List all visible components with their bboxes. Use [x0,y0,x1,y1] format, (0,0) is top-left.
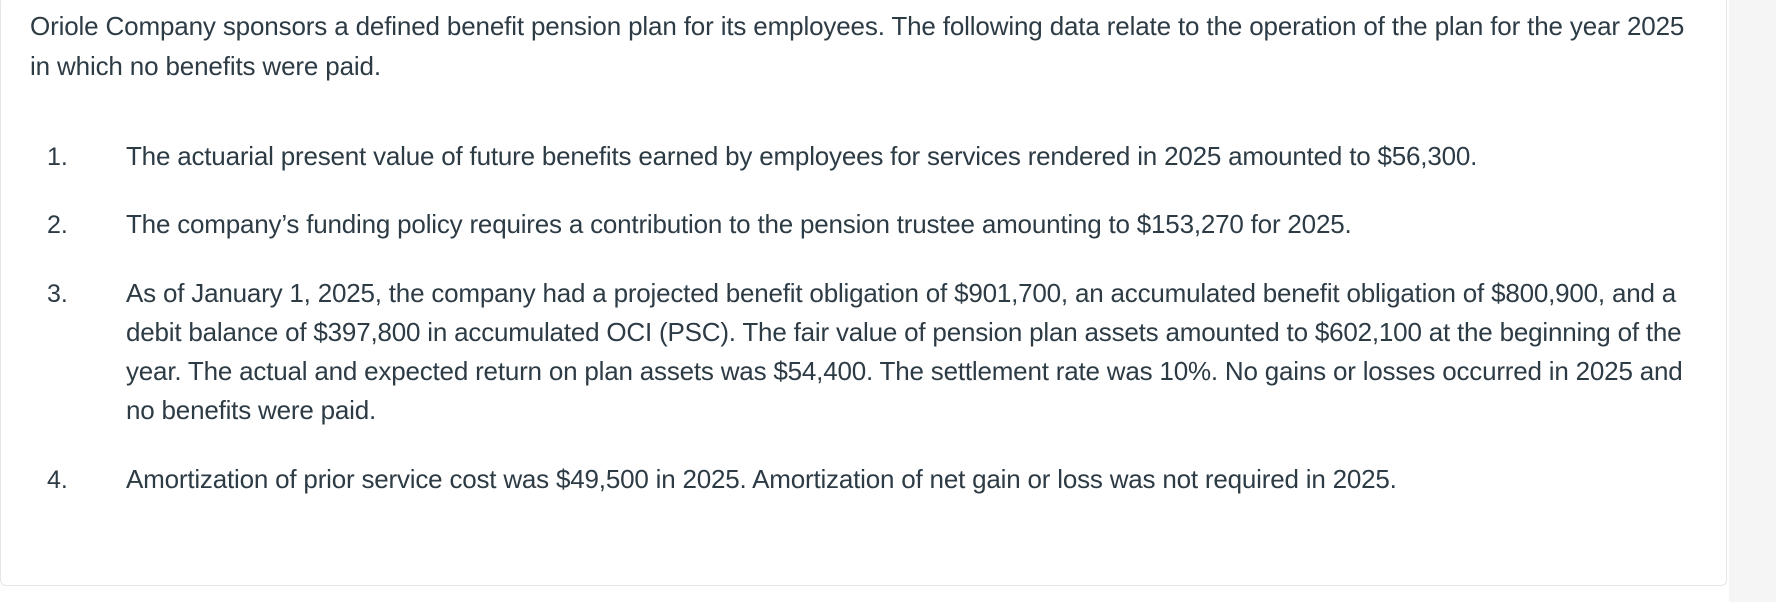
list-item-number: 3. [47,280,68,308]
list-item-text: The actuarial present value of future benefits earned by employees for services rendered in 2025 amounted to $56,300. [126,141,1478,171]
list-item-number: 4. [47,466,68,494]
list-item-text: As of January 1, 2025, the company had a projected benefit obligation of $901,700, an accumulated benefit obligation of $800,900, and a debit balance of $397,800 in accumulated OCI (PSC). The fair value of pension plan assets amounted to $602,100 at the beginning of the year. The actual and expected return on plan assets was $54,400. The settlement rate was 10%. No gains or losses occurred in 2025 and no benefits were paid. [126,278,1683,425]
list-item-number: 1. [47,143,68,171]
list-item-text: The company’s funding policy requires a contribution to the pension trustee amounting to $153,270 for 2025. [126,209,1352,239]
list-item-text: Amortization of prior service cost was $49,500 in 2025. Amortization of net gain or loss was not required in 2025. [126,464,1397,494]
list-item-number: 2. [47,211,68,239]
question-intro: Oriole Company sponsors a defined benefit pension plan for its employees. The following data relate to the operation of the plan for the year 2025 in which no benefits were paid. [30,11,1685,81]
page-background-strip [1729,0,1776,602]
